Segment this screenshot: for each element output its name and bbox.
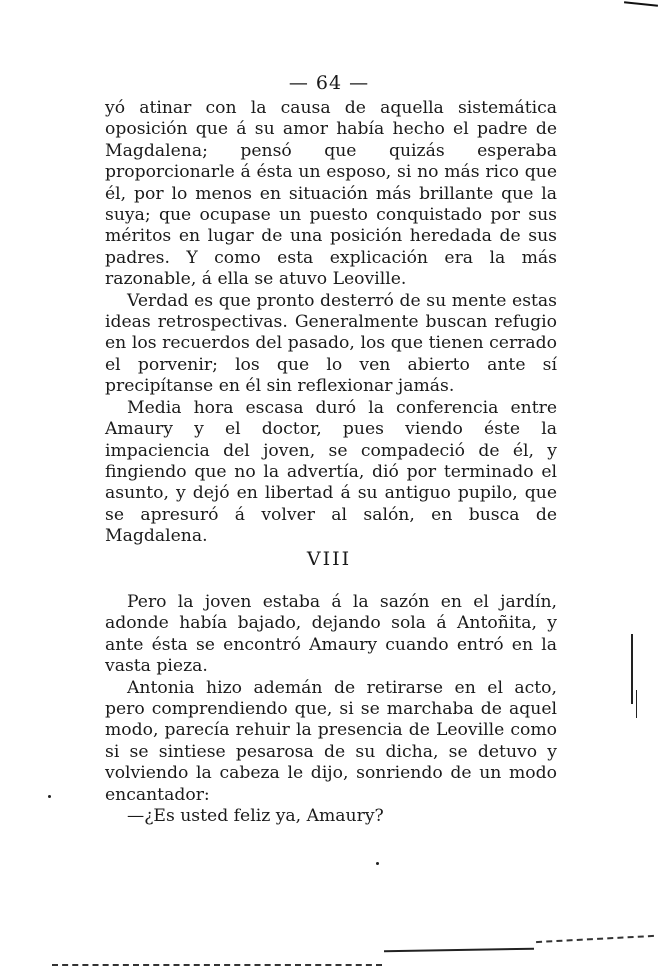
paragraph: Pero la joven estaba á la sazón en el jardín, adonde había bajado, dejando sola á Antoñita, y ante ésta se encontró Amaury cuando entró en la vasta pieza. <box>105 592 557 677</box>
paragraph: —¿Es usted feliz ya, Amaury? <box>127 806 384 827</box>
chapter-body-text <box>105 592 557 827</box>
body-text-before-chapter <box>105 98 557 548</box>
corner-scan-mark <box>616 0 658 10</box>
paragraph: Verdad es que pronto desterró de su mente estas ideas retrospectivas. Generalmente buscan refugio en los recuerdos del pasado, los que tienen cerrado el porvenir; los que lo ven abierto ante sí precipítanse en él sin reflexionar jamás. <box>105 290 557 397</box>
speck-mark <box>376 862 379 865</box>
bottom-dashed-edge <box>52 964 382 966</box>
bottom-edge-line <box>384 948 534 953</box>
margin-mark <box>631 634 633 704</box>
page-number: — 64 — <box>288 72 370 94</box>
paragraph: yó atinar con la causa de aquella sistemática oposición que á su amor había hecho el padre de Magdalena; pensó que quizás esperaba proporcionarle á ésta un esposo, si no más rico que él, por lo menos en situación más brillante que la suya; que ocupase un puesto conquistado por sus méritos en lugar de una posición heredada de sus padres. Y como esta explicación era la más razonable, á ella se atuvo Leoville. <box>105 98 557 290</box>
paragraph: Media hora escasa duró la conferencia entre Amaury y el doctor, pues viendo éste la impaciencia del joven, se compadeció de él, y fingiendo que no la advertía, dió por terminado el asunto, y dejó en libertad á su antiguo pupilo, que se apresuró á volver al salón, en busca de Magdalena. <box>105 397 557 547</box>
bottom-dashed-edge <box>536 935 654 943</box>
chapter-heading: VIII <box>306 548 352 570</box>
speck-mark <box>48 795 51 798</box>
margin-mark <box>636 690 637 718</box>
paragraph: Antonia hizo ademán de retirarse en el acto, pero comprendiendo que, si se marchaba de aquel modo, parecía rehuir la presencia de Leoville como si se sintiese pesarosa de su dicha, se detuvo y volviendo la cabeza le dijo, sonriendo de un modo encantador: <box>105 677 557 805</box>
